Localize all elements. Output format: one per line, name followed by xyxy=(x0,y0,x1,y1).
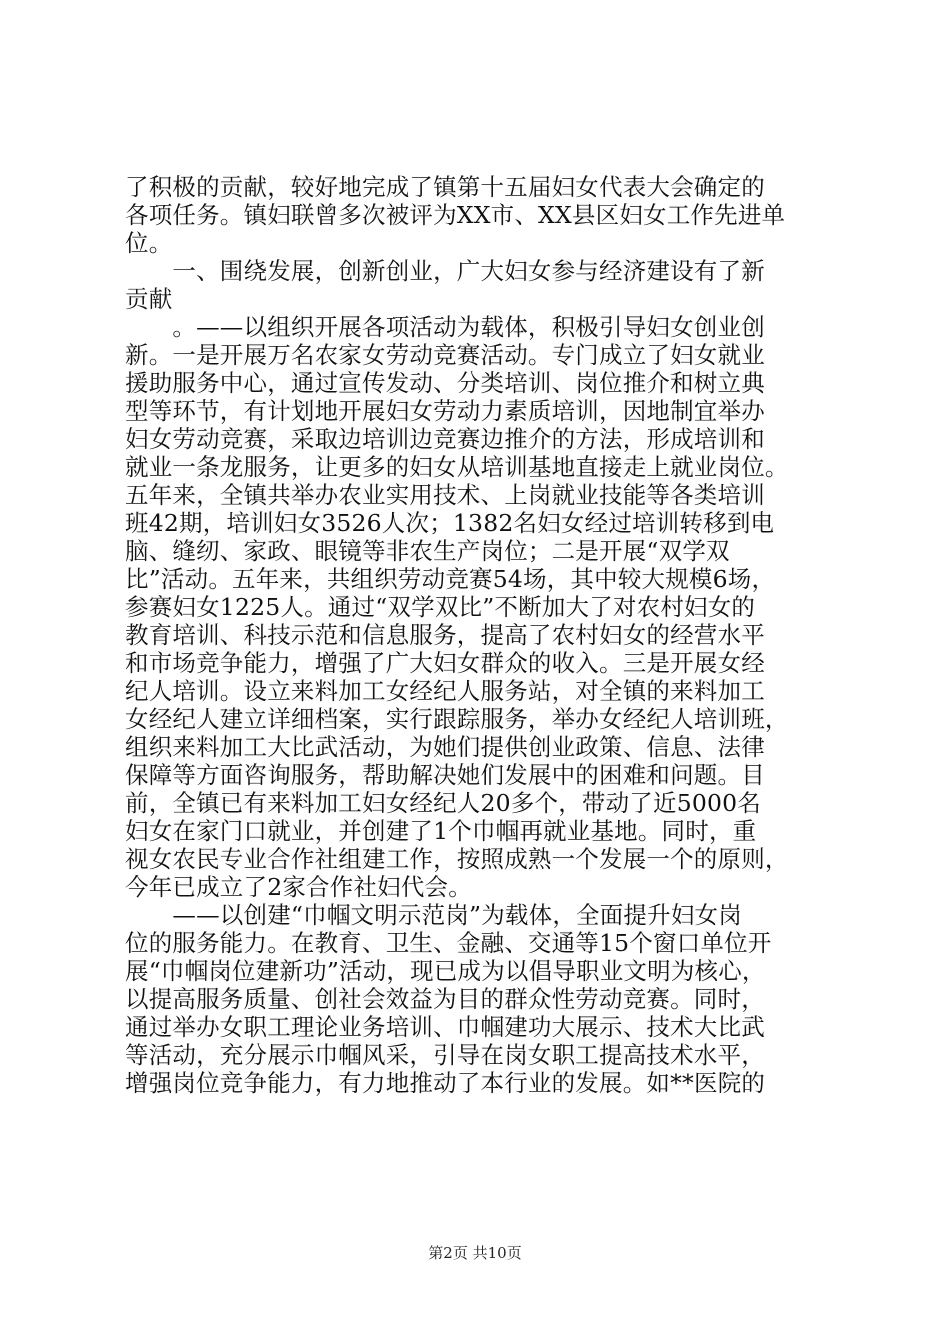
text-line: 就业一条龙服务，让更多的妇女从培训基地直接走上就业岗位。 xyxy=(125,453,789,481)
text-line: 参赛妇女1225人。通过“双学双比”不断加大了对农村妇女的 xyxy=(125,593,756,621)
text-line: 班42期，培训妇女3526人次；1382名妇女经过培训转移到电 xyxy=(125,509,775,537)
text-line: 组织来料加工大比武活动，为她们提供创业政策、信息、法律 xyxy=(125,733,765,761)
text-line: 增强岗位竞争能力，有力地推动了本行业的发展。如**医院的 xyxy=(125,1069,766,1097)
text-line: 五年来，全镇共举办农业实用技术、上岗就业技能等各类培训 xyxy=(125,481,765,509)
section-heading-line: 一、围绕发展，创新创业，广大妇女参与经济建设有了新 xyxy=(125,257,765,285)
text-line: 了积极的贡献，较好地完成了镇第十五届妇女代表大会确定的 xyxy=(125,173,765,201)
text-line: 各项任务。镇妇联曾多次被评为XX市、XX县区妇女工作先进单 xyxy=(125,201,786,229)
text-line: ——以创建“巾帼文明示范岗”为载体，全面提升妇女岗 xyxy=(125,901,742,929)
text-line: 新。一是开展万名农家女劳动竞赛活动。专门成立了妇女就业 xyxy=(125,341,765,369)
text-line: 纪人培训。设立来料加工女经纪人服务站，对全镇的来料加工 xyxy=(125,677,765,705)
text-line: 。——以组织开展各项活动为载体，积极引导妇女创业创 xyxy=(125,313,765,341)
body-text xyxy=(125,173,845,1097)
text-line: 通过举办女职工理论业务培训、巾帼建功大展示、技术大比武 xyxy=(125,1013,765,1041)
text-line: 以提高服务质量、创社会效益为目的群众性劳动竞赛。同时， xyxy=(125,985,765,1013)
section-heading-line: 贡献 xyxy=(125,285,173,313)
text-line: 和市场竞争能力，增强了广大妇女群众的收入。三是开展女经 xyxy=(125,649,765,677)
text-line: 前，全镇已有来料加工妇女经纪人20多个，带动了近5000名 xyxy=(125,789,762,817)
text-line: 比”活动。五年来，共组织劳动竞赛54场，其中较大规模6场， xyxy=(125,565,776,593)
text-line: 脑、缝纫、家政、眼镜等非农生产岗位；二是开展“双学双 xyxy=(125,537,730,565)
text-line: 展“巾帼岗位建新功”活动，现已成为以倡导职业文明为核心， xyxy=(125,957,766,985)
text-line: 等活动，充分展示巾帼风采，引导在岗女职工提高技术水平， xyxy=(125,1041,765,1069)
page-footer: 第2页 共10页 xyxy=(428,1244,522,1262)
text-line: 位。 xyxy=(125,229,173,257)
text-line: 型等环节，有计划地开展妇女劳动力素质培训，因地制宜举办 xyxy=(125,397,765,425)
text-line: 位的服务能力。在教育、卫生、金融、交通等15个窗口单位开 xyxy=(125,929,772,957)
text-line: 妇女在家门口就业，并创建了1个巾帼再就业基地。同时，重 xyxy=(125,817,757,845)
text-line: 今年已成立了2家合作社妇代会。 xyxy=(125,873,472,901)
text-line: 保障等方面咨询服务，帮助解决她们发展中的困难和问题。目 xyxy=(125,761,765,789)
text-line: 视女农民专业合作社组建工作，按照成熟一个发展一个的原则， xyxy=(125,845,789,873)
text-line: 妇女劳动竞赛，采取边培训边竞赛边推介的方法，形成培训和 xyxy=(125,425,765,453)
text-line: 教育培训、科技示范和信息服务，提高了农村妇女的经营水平 xyxy=(125,621,765,649)
text-line: 女经纪人建立详细档案，实行跟踪服务，举办女经纪人培训班， xyxy=(125,705,789,733)
text-line: 援助服务中心，通过宣传发动、分类培训、岗位推介和树立典 xyxy=(125,369,765,397)
